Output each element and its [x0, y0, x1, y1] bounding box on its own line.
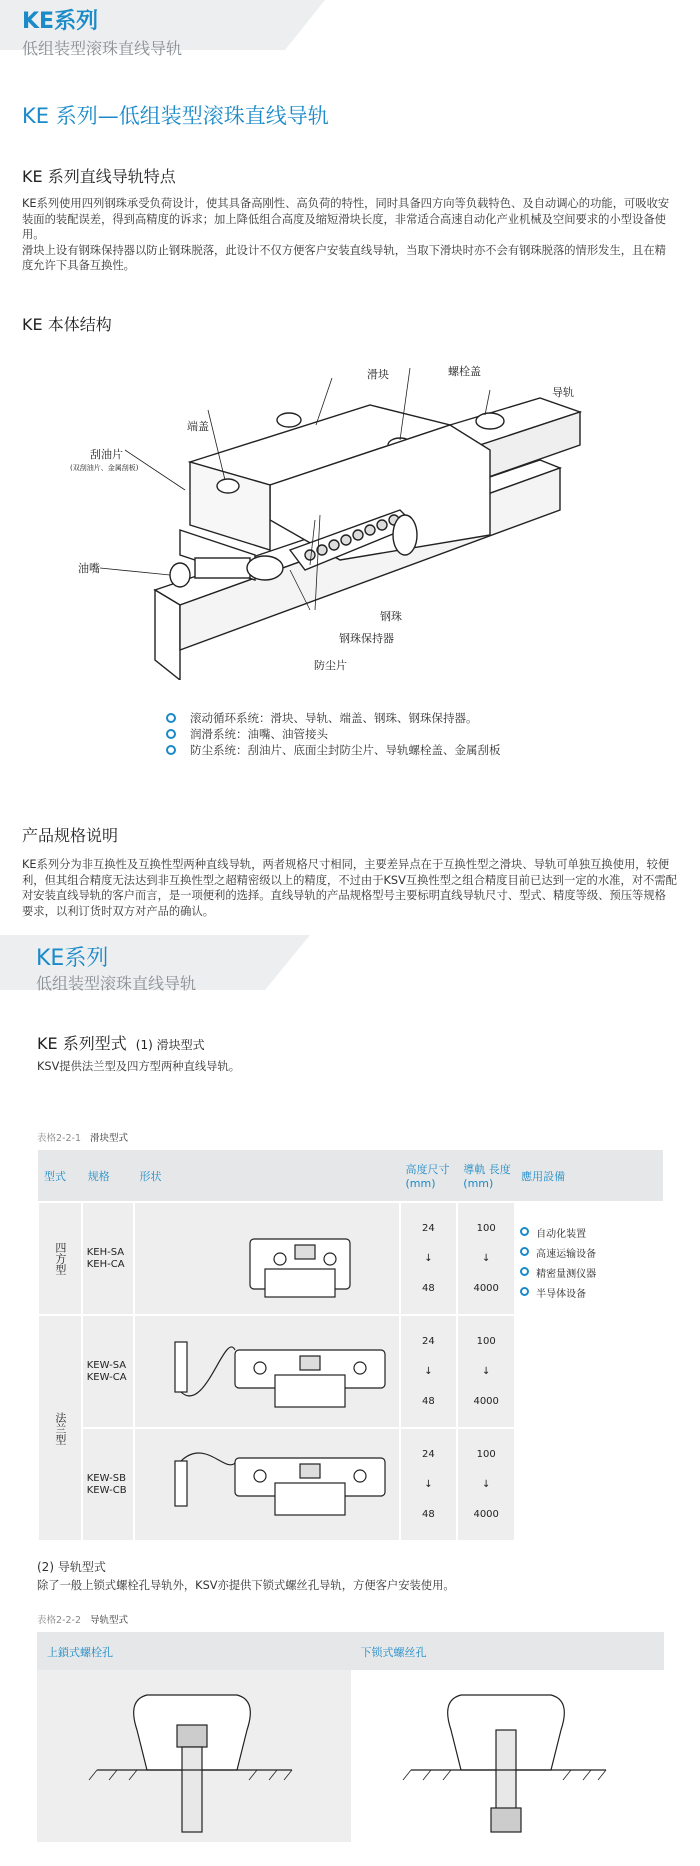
l-min: 100 — [476, 1222, 496, 1234]
types-heading-text: KE 系列型式 — [37, 1034, 127, 1053]
table1-caption-no: 表格2-2-1 — [37, 1133, 81, 1144]
col-app: 應用設備 — [515, 1150, 663, 1202]
l-max: 4000 — [473, 1282, 499, 1294]
label-bolt-cap: 螺栓盖 — [448, 365, 481, 378]
col-type: 型式 — [38, 1150, 82, 1202]
spec-codes — [82, 1428, 134, 1541]
table2-caption-no: 表格2-2-2 — [37, 1615, 81, 1626]
arrow: ↓ — [481, 1478, 491, 1490]
height-range — [400, 1315, 458, 1428]
features-heading: KE 系列直线导轨特点 — [22, 167, 176, 186]
features-p2: 滑块上设有钢珠保持器以防止钢珠脱落，此设计不仅方便客户安装直线导轨，当取下滑块时亦不会有钢珠脱落的情形发生，且在精度允许下具备互换性。 — [22, 243, 666, 272]
shape-cell — [134, 1428, 400, 1541]
table1-caption-text: 滑块型式 — [90, 1133, 129, 1144]
table-row — [38, 1202, 663, 1315]
app-item: 精密量测仪器 — [516, 1265, 662, 1285]
length-range — [457, 1202, 515, 1315]
header-band-1 — [0, 0, 700, 58]
app-item: 自动化装置 — [516, 1225, 662, 1245]
types-sub: (1) 滑块型式 — [135, 1038, 205, 1052]
label-retainer: 钢珠保持器 — [339, 632, 394, 645]
spec-heading: 产品规格说明 — [22, 826, 119, 845]
arrow: ↓ — [424, 1252, 433, 1264]
group-cell — [38, 1202, 82, 1315]
bottom-lock-cell — [351, 1670, 665, 1842]
label-seal: 防尘片 — [314, 659, 347, 672]
code-line: KEH-SA — [86, 1246, 125, 1258]
rail-sub: (2) 导轨型式 — [37, 1560, 106, 1574]
code-line: KEW-SA — [86, 1359, 127, 1371]
code-line: KEW-CA — [86, 1371, 127, 1383]
app-list — [516, 1225, 662, 1305]
top-lock-cell — [37, 1670, 351, 1842]
rail-desc: 除了一般上锁式螺栓孔导轨外，KSV亦提供下锁式螺丝孔导轨，方便客户安装使用。 — [37, 1579, 455, 1592]
arrow: ↓ — [481, 1252, 491, 1264]
height-range — [400, 1428, 458, 1541]
h-min: 24 — [422, 1448, 435, 1460]
structure-heading: KE 本体结构 — [22, 315, 112, 334]
l-max: 4000 — [473, 1395, 499, 1407]
label-slider: 滑块 — [367, 368, 389, 381]
section-title: KE 系列—低组装型滚珠直线导轨 — [22, 104, 329, 128]
header-band-2 — [0, 935, 700, 993]
square-block-drawing — [135, 1207, 397, 1307]
label-ball: 钢珠 — [380, 610, 402, 623]
arrow: ↓ — [481, 1365, 491, 1377]
label-rail: 导轨 — [552, 386, 574, 399]
rail-table-header — [37, 1632, 664, 1670]
col-length — [457, 1150, 515, 1202]
col-length-label: 導軌 長度 — [463, 1163, 511, 1176]
table2-caption — [37, 1612, 128, 1626]
code-line: KEH-CA — [86, 1258, 125, 1270]
spec-codes — [82, 1202, 134, 1315]
arrow: ↓ — [424, 1478, 433, 1490]
header-subtitle: 低组装型滚珠直线导轨 — [36, 974, 197, 993]
l-max: 4000 — [473, 1508, 499, 1520]
table-header-row — [38, 1150, 663, 1202]
bottom-lock-drawing — [351, 1670, 664, 1842]
shape-cell — [134, 1315, 400, 1428]
rail-type-table — [37, 1632, 664, 1842]
table2-caption-text: 导轨型式 — [90, 1615, 129, 1626]
header-title: KE系列 — [36, 946, 109, 971]
col-height-unit: (mm) — [405, 1177, 436, 1190]
header-title: KE系列 — [22, 9, 99, 34]
group-flange: 法兰型 — [53, 1411, 67, 1445]
col-length-unit: (mm) — [463, 1177, 494, 1190]
features-paragraph — [22, 196, 677, 274]
group-cell — [38, 1315, 82, 1541]
arrow: ↓ — [424, 1365, 433, 1377]
label-scraper: 刮油片 — [90, 448, 123, 461]
col-shape: 形状 — [134, 1150, 400, 1202]
col-height — [400, 1150, 458, 1202]
h-min: 24 — [422, 1335, 435, 1347]
app-item: 高速运输设备 — [516, 1245, 662, 1265]
bullet-item: 防尘系统：刮油片、底面尘封防尘片、导轨螺栓盖、金属刮板 — [160, 742, 501, 758]
h-max: 48 — [422, 1282, 435, 1294]
app-cell — [515, 1202, 663, 1541]
slider-type-table — [37, 1150, 664, 1542]
col-bottom-lock: 下锁式螺丝孔 — [360, 1646, 427, 1659]
col-height-label: 高度尺寸 — [405, 1163, 450, 1176]
group-square: 四方型 — [53, 1242, 67, 1275]
table1-caption — [37, 1130, 128, 1144]
shape-cell — [134, 1202, 400, 1315]
code-line: KEW-CB — [86, 1484, 127, 1496]
l-min: 100 — [476, 1335, 496, 1347]
bullet-item: 滚动循环系统：滑块、导轨、端盖、钢珠、钢珠保持器。 — [160, 710, 501, 726]
height-range — [400, 1202, 458, 1315]
col-spec: 规格 — [82, 1150, 134, 1202]
app-item: 半导体设备 — [516, 1285, 662, 1305]
features-p1: KE系列使用四列钢珠承受负荷设计，使其具备高刚性、高负荷的特性，同时具备四方向等负载特色、及自动调心的功能，可吸收安装面的装配误差，得到高精度的诉求；加上降低组合高度及缩短滑块长度，非常适合高速自动化产业机械及空间要求的小型设备使用。 — [22, 197, 670, 241]
label-scraper-note: (双刮油片、金属刮板) — [70, 464, 139, 472]
types-desc: KSV提供法兰型及四方型两种直线导轨。 — [37, 1060, 241, 1073]
length-range — [457, 1315, 515, 1428]
structure-bullets — [160, 710, 501, 758]
h-max: 48 — [422, 1508, 435, 1520]
rail-table-body — [37, 1670, 664, 1842]
header-subtitle: 低组装型滚珠直线导轨 — [22, 39, 183, 58]
spec-paragraph: KE系列分为非互换性及互换性型两种直线导轨，两者规格尺寸相同，主要差异点在于互换性型之滑块、导轨可单独互换使用，较便利，但其组合精度无法达到非互换性型之超精密级以上的精度，不过由于KSV互换性型之组合精度目前已达到一定的水准，对不需配对安装直线导轨的客户而言，是一项便利的选择。直线导轨的产品规格型号主要标明直线导轨尺寸、型式、精度等级、预压等规格要求，以利订货时双方对产品的确认。 — [22, 858, 677, 918]
label-end-cap: 端盖 — [187, 420, 209, 433]
flange-block-drawing — [135, 1320, 397, 1420]
l-min: 100 — [476, 1448, 496, 1460]
flange-block-drawing-b — [135, 1433, 397, 1533]
code-line: KEW-SB — [86, 1472, 126, 1484]
h-max: 48 — [422, 1395, 435, 1407]
types-heading — [37, 1031, 205, 1054]
top-lock-drawing — [37, 1670, 350, 1842]
col-top-lock: 上鎖式螺栓孔 — [47, 1646, 113, 1659]
h-min: 24 — [422, 1222, 435, 1234]
bullet-item: 润滑系统：油嘴、油管接头 — [160, 726, 501, 742]
label-grease-nipple: 油嘴 — [78, 562, 100, 575]
length-range — [457, 1428, 515, 1541]
spec-codes — [82, 1315, 134, 1428]
